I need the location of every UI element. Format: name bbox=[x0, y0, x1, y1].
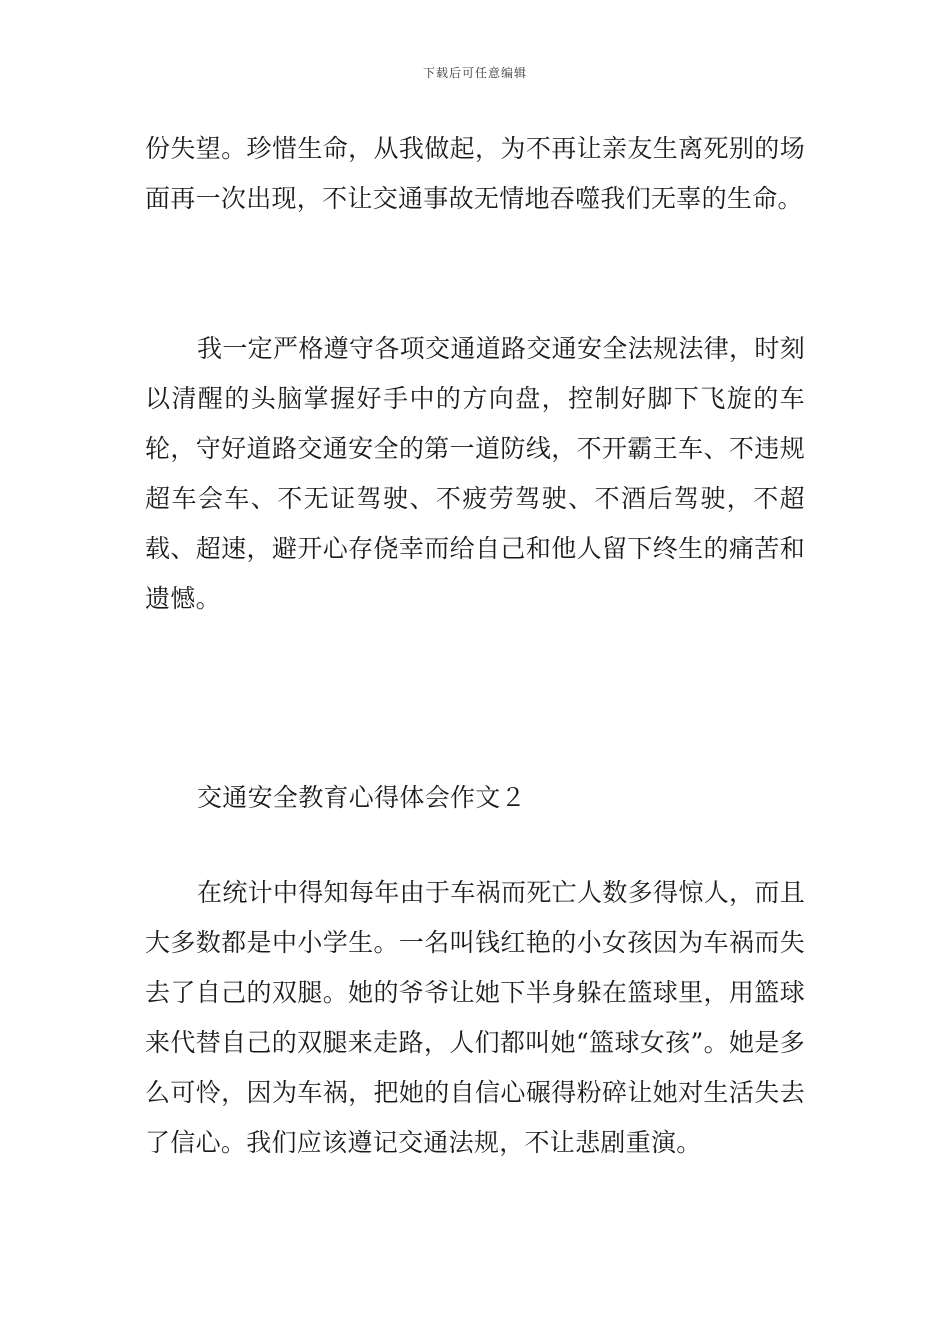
paragraph-traffic-rules: 我一定严格遵守各项交通道路交通安全法规法律，时刻以清醒的头脑掌握好手中的方向盘，控制好脚下飞旋的车轮，守好道路交通安全的第一道防线，不开霸王车、不违规超车会车、不无证驾驶、不疲劳驾驶、不酒后驾驶，不超载、超速，避开心存侥幸而给自己和他人留下终生的痛苦和遗憾。 bbox=[145, 334, 805, 613]
page-header: 下载后可任意编辑 bbox=[422, 66, 527, 80]
paragraph-basketball-girl: 在统计中得知每年由于车祸而死亡人数多得惊人，而且大多数都是中小学生。一名叫钱红艳的小女孩因为车祸而失去了自己的双腿。她的爷爷让她下半身躲在篮球里，用篮球来代替自己的双腿来走路，人们都叫她“篮球女孩”。她是多么可怜，因为车祸，把她的自信心碾得粉碎让她对生活失去了信心。我们应该遵记交通法规，不让悲剧重演。 bbox=[145, 878, 805, 1157]
section-title: 交通安全教育心得体会作文２ bbox=[197, 783, 526, 812]
paragraph-continuation: 份失望。珍惜生命，从我做起，为不再让亲友生离死别的场面再一次出现，不让交通事故无情地吞噬我们无辜的生命。 bbox=[145, 134, 805, 213]
